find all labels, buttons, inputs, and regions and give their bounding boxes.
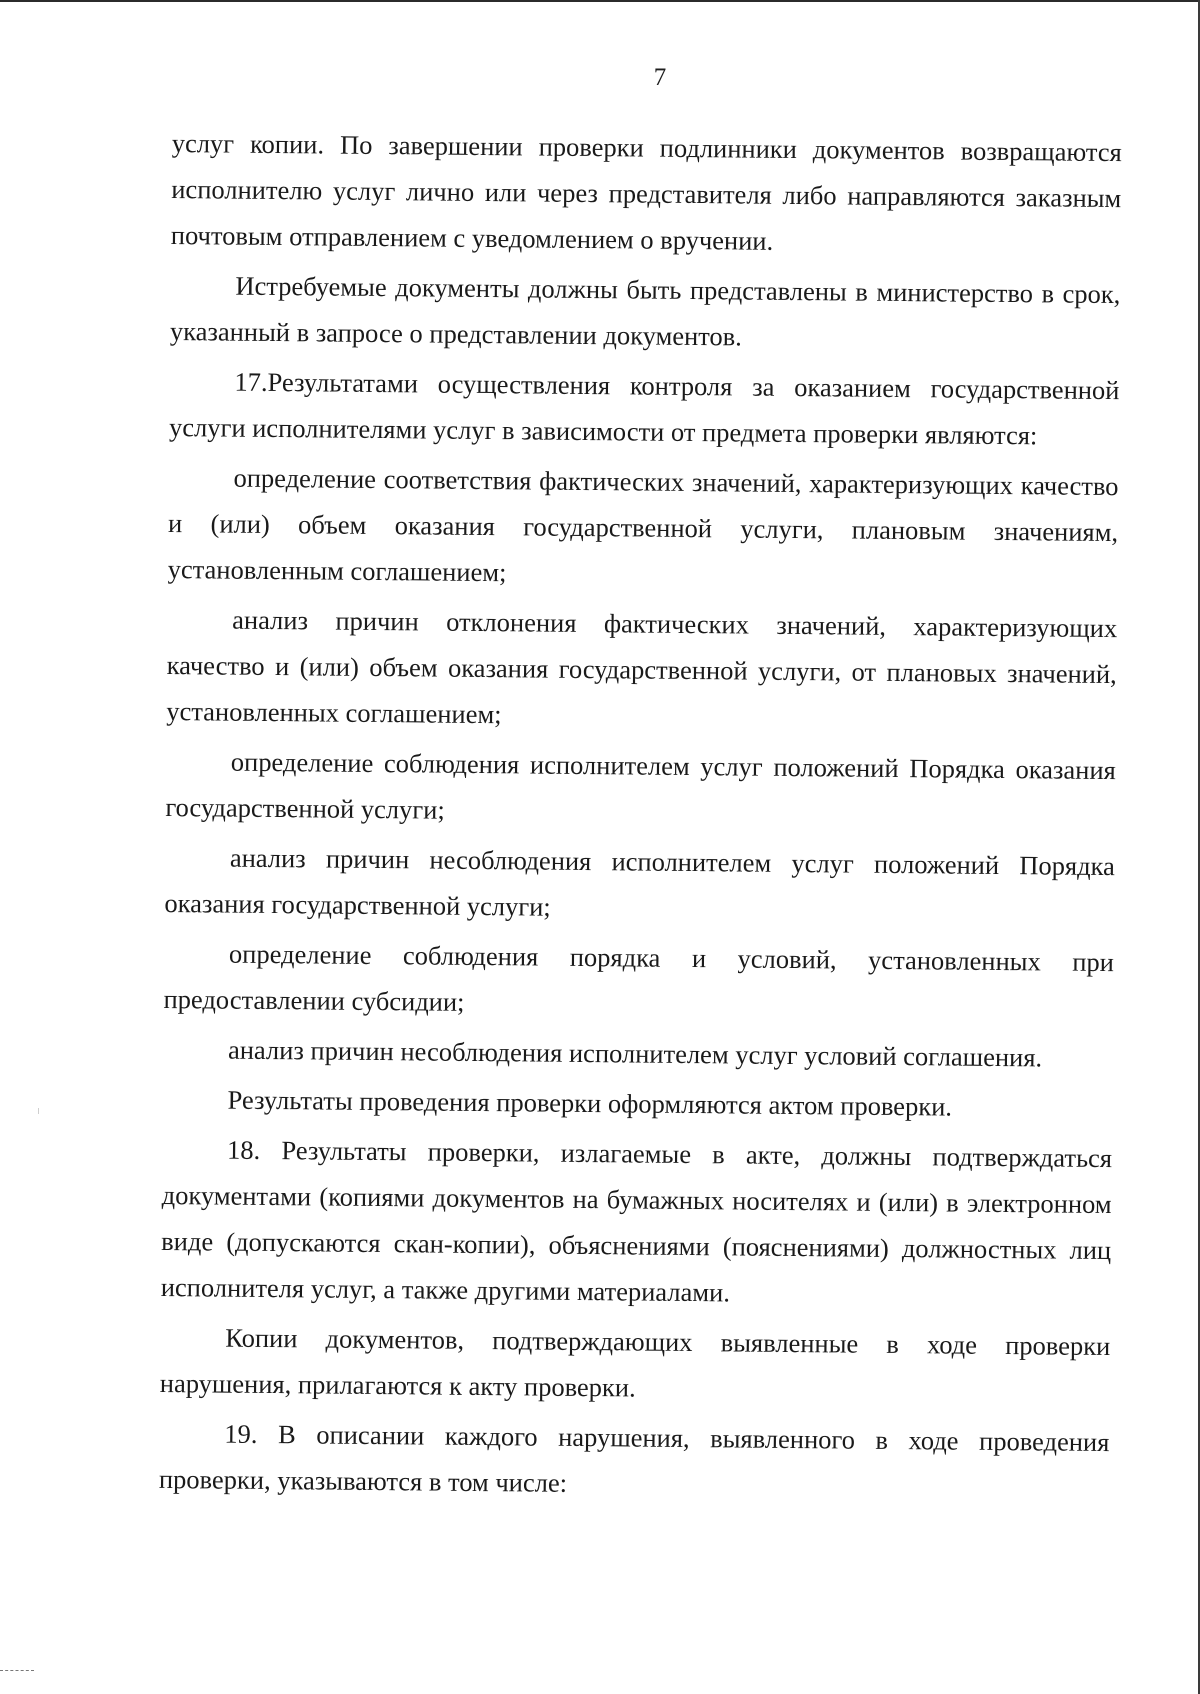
paragraph-18-evidence: 18. Результаты проверки, излагаемые в акте, должны подтверждаться документами (копиями документов на бумажных носителях и (или) в электронном виде (допускаются скан-копии), объяснениями (пояснениями) должностных лиц исполнителя услуг, а также другими материалами. [160, 1134, 1113, 1308]
scan-artifact [38, 1108, 39, 1114]
document-body [159, 120, 1122, 1515]
paragraph-requested-documents: Истребуемые документы должны быть представлены в министерство в срок, указанный в запросе о представлении документов. [169, 270, 1121, 352]
list-item-agreement-conditions: анализ причин несоблюдения исполнителем услуг условий соглашения. [227, 1034, 1043, 1073]
page-number: 7 [653, 64, 667, 91]
scan-artifact [0, 1670, 34, 1672]
list-item-procedure-compliance: определение соблюдения исполнителем услуг положений Порядка оказания государственной услуги; [165, 746, 1116, 825]
list-item-subsidy-conditions: определение соблюдения порядка и условий, установленных при предоставлении субсидии; [163, 938, 1115, 1017]
paragraph-inspection-act: Результаты проведения проверки оформляются актом проверки. [227, 1084, 953, 1122]
paragraph-19-violations: 19. В описании каждого нарушения, выявленного в ходе проведения проверки, указываются в том числе: [158, 1418, 1110, 1498]
scan-top-edge [0, 0, 1200, 2]
paragraph-continuation: услуг копии. По завершении проверки подлинники документов возвращаются исполнителю услуг лично или через представителя либо направляются заказным почтовым отправлением с уведомлением о вручении. [170, 127, 1122, 256]
list-item-deviation-analysis: анализ причин отклонения фактических значений, характеризующих качество и (или) объем оказания государственной услуги, от плановых значений, установленных соглашением; [166, 604, 1118, 730]
list-item-actual-values: определение соответствия фактических значений, характеризующих качество и (или) объем оказания государственной услуги, плановым значениям, установленным соглашением; [167, 462, 1119, 588]
list-item-noncompliance-analysis: анализ причин несоблюдения исполнителем услуг положений Порядка оказания государственной услуги; [164, 842, 1116, 922]
paragraph-17-results: 17.Результатами осуществления контроля за оказанием государственной услуги исполнителями услуг в зависимости от предмета проверки являются: [168, 366, 1120, 451]
paragraph-document-copies: Копии документов, подтверждающих выявленные в ходе проверки нарушения, прилагаются к акту проверки. [159, 1322, 1111, 1403]
